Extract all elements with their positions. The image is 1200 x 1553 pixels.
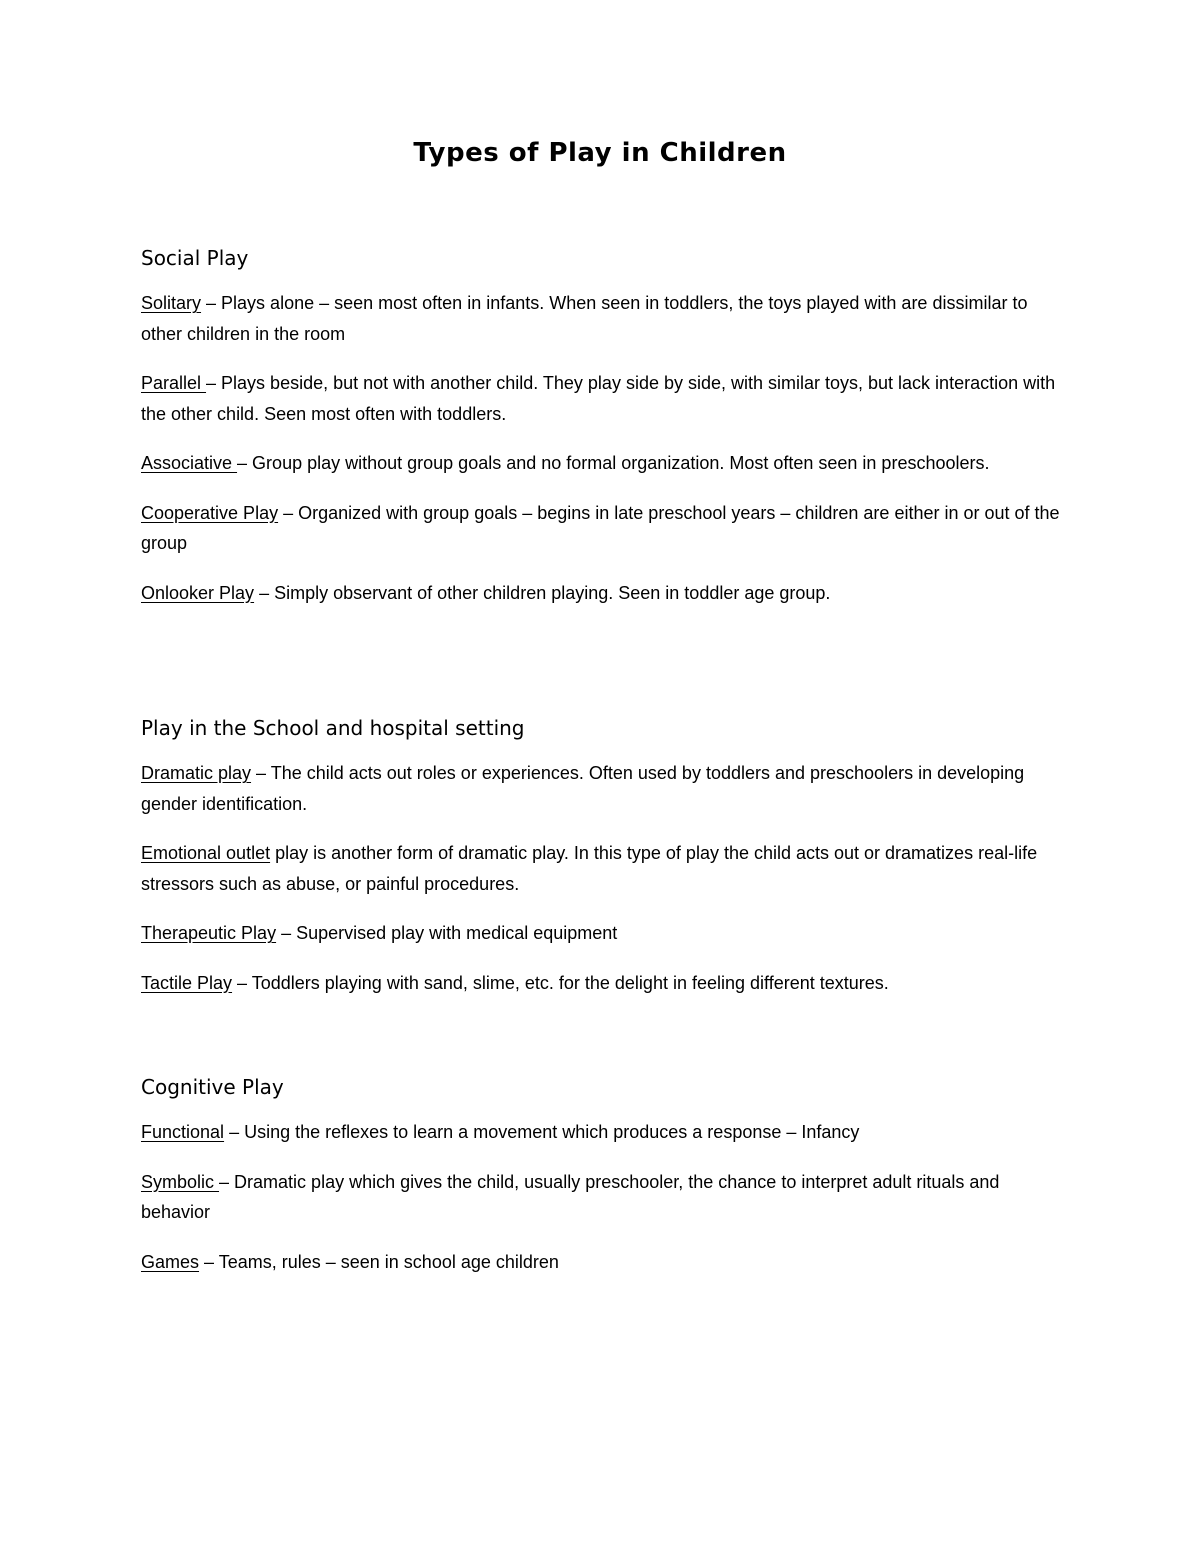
section-heading: Play in the School and hospital setting bbox=[141, 716, 525, 740]
definition-games: – Teams, rules – seen in school age children bbox=[199, 1251, 559, 1272]
definition-emotional-outlet: play is another form of dramatic play. In this type of play the child acts out or dramatizes real-life stressors such as abuse, or painful procedures. bbox=[141, 843, 1038, 894]
definition-cooperative-play: – Organized with group goals – begins in late preschool years – children are either in or out of the group bbox=[141, 502, 1060, 553]
section-cognitive-play bbox=[141, 1073, 1061, 1296]
entry-games bbox=[141, 1247, 1061, 1278]
term-symbolic: Symbolic bbox=[141, 1171, 220, 1192]
entry-therapeutic-play bbox=[141, 918, 1061, 949]
section-heading: Social Play bbox=[141, 246, 249, 270]
definition-parallel: – Plays beside, but not with another child. They play side by side, with similar toys, but lack interaction with the other child. Seen most often with toddlers. bbox=[141, 373, 1056, 424]
entry-dramatic-play bbox=[141, 758, 1061, 819]
entry-associative bbox=[141, 448, 1061, 479]
entry-tactile-play bbox=[141, 968, 1061, 999]
entry-solitary bbox=[141, 288, 1061, 349]
entry-emotional-outlet bbox=[141, 838, 1061, 899]
section-school-hospital-play bbox=[141, 714, 1061, 1017]
entry-functional bbox=[141, 1117, 1061, 1148]
entry-cooperative-play bbox=[141, 498, 1061, 559]
definition-functional: – Using the reflexes to learn a movement which produces a response – Infancy bbox=[224, 1122, 860, 1142]
term-functional: Functional bbox=[141, 1122, 225, 1142]
definition-therapeutic-play: – Supervised play with medical equipment bbox=[276, 923, 618, 943]
document-title: Types of Play in Children bbox=[413, 138, 787, 168]
term-tactile-play: Tactile Play bbox=[141, 972, 233, 993]
term-emotional-outlet: Emotional outlet bbox=[141, 843, 271, 863]
term-games: Games bbox=[141, 1251, 200, 1272]
section-social-play bbox=[141, 244, 1061, 627]
entry-onlooker-play bbox=[141, 578, 1061, 609]
term-dramatic-play: Dramatic play bbox=[141, 763, 252, 783]
term-parallel: Parallel bbox=[141, 373, 207, 393]
definition-dramatic-play: – The child acts out roles or experiences. Often used by toddlers and preschoolers in developing gender identification. bbox=[141, 763, 1025, 814]
definition-tactile-play: – Toddlers playing with sand, slime, etc. for the delight in feeling different textures. bbox=[232, 972, 889, 993]
definition-associative: – Group play without group goals and no formal organization. Most often seen in preschoolers. bbox=[237, 453, 990, 473]
entry-parallel bbox=[141, 368, 1061, 429]
definition-symbolic: – Dramatic play which gives the child, usually preschooler, the chance to interpret adult rituals and behavior bbox=[141, 1171, 1000, 1222]
term-solitary: Solitary bbox=[141, 293, 202, 313]
term-onlooker-play: Onlooker Play bbox=[141, 582, 255, 603]
term-therapeutic-play: Therapeutic Play bbox=[141, 923, 277, 943]
entry-symbolic bbox=[141, 1167, 1061, 1228]
section-heading: Cognitive Play bbox=[141, 1075, 284, 1099]
term-associative: Associative bbox=[141, 453, 238, 473]
definition-solitary: – Plays alone – seen most often in infants. When seen in toddlers, the toys played with are dissimilar to other children in the room bbox=[141, 293, 1028, 344]
definition-onlooker-play: – Simply observant of other children playing. Seen in toddler age group. bbox=[254, 582, 831, 603]
term-cooperative-play: Cooperative Play bbox=[141, 502, 279, 523]
